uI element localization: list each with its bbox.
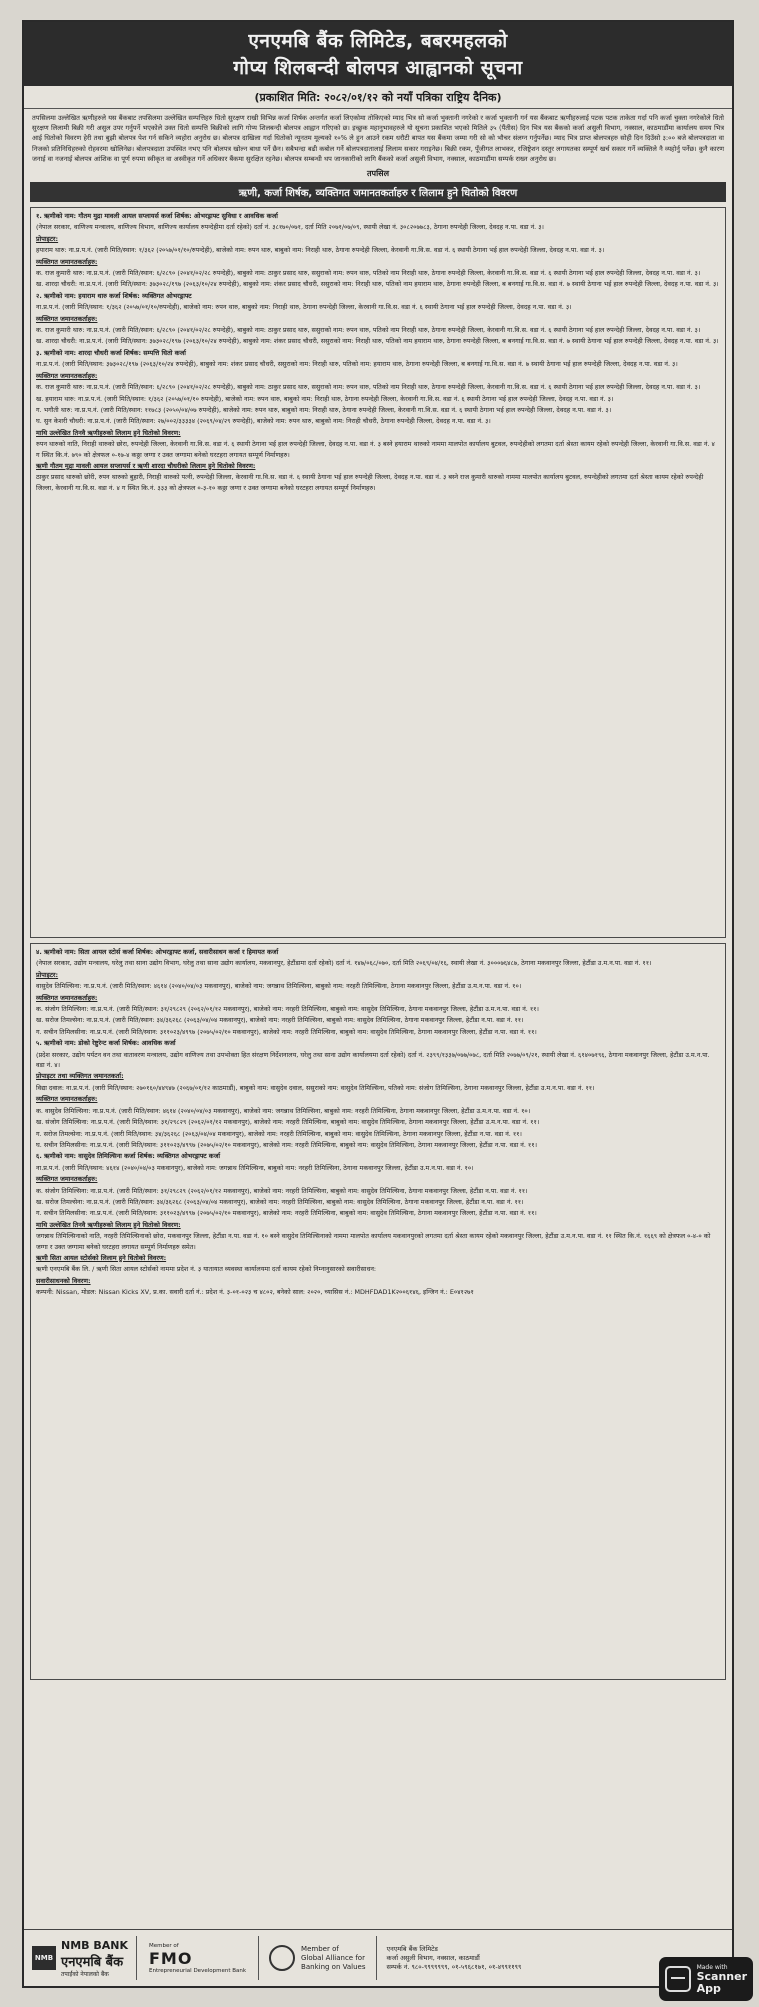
borrower-heading: ४. ऋणीको नाम: सिता आयल स्टोर्स कर्जा शिर्षक: ओभरड्राफ्ट कर्जा, सवारीसाधन कर्जा र हिमायत कर्जा: [36, 948, 279, 957]
gabv-line1: Global Alliance for: [301, 1953, 365, 1962]
scanner-icon: [665, 1966, 691, 1992]
detail-line: ग. भगौती थारु: ना.प्र.प.नं. (जारी मिति/स्थान: ११७८३ (२०५०/०४/०७ रुपन्देही), बाजेको नाम: रुपन थारु, बाबुको नाम: निराही थारु, ठेगाना रुपन्देही जिल्ला, केरवानी गा.वि.स. वडा नं. ६ स्थायी ठेगाना भई हाल रुपन्देही जिल्ला, देवदह न.पा. वडा नं. ३।: [36, 405, 612, 414]
subheading: माथि उल्लेखित तिनवै ऋणीहरुको लिलाम हुने धितोको विवरण:: [36, 428, 181, 437]
borrower-heading: १. ऋणीको नाम: गौतम मुद्रा मावली आयल सप्लायर्स कर्जा शिर्षक: ओभरड्राफ्ट सुविधा र आवधिक कर्जा: [36, 212, 278, 221]
detail-line: ठाकुर प्रसाद थारुको छोरी, रुपन थारुको बुहारी, निराही थारुको पत्नी, रुपन्देही जिल्ला, केरवानी गा.वि.स. वडा नं. ६ स्थायी ठेगाना भई हाल रुपन्देही जिल्ला, देवदह न.पा. वडा नं. ३ बस्ने राज कुमारी थारुको नाममा मालपोत कार्यालय बुटवल, रुपन्देहीको लगतमा दर्ता श्रेस्ता कायम रहेको रुपन्देही जिल्ला, केरवानी गा.वि.स. वडा नं. ४ ग स्थित कि.नं. ३३३ को क्षेत्रफल ०-३-१० कठ्ठा जग्गा र उक्त जग्गामा बनेको घरटहरा लगायत सम्पूर्ण निर्माणहरु।: [36, 473, 704, 492]
borrower-section-1: [30, 207, 726, 938]
subheading: व्यक्तिगत जमानतकर्ताहरु:: [36, 314, 98, 323]
detail-line: ख. सरोज तिमल्सेना: ना.प्र.प.नं. (जारी मिति/स्थान: ३४/३६२६८ (२०६३/०४/०४ मकवानपुर), बाजेको नाम: नरहरी तिमिल्सिना, बाबुको नाम: वासुदेव तिमिल्सिना, ठेगाना मकवानपुर जिल्ला, हेटौंडा न.पा. वडा नं. ११।: [36, 1016, 524, 1025]
footer: [24, 1929, 732, 1986]
contact-line3: सम्पर्क नं. ९८०-९९९९९९९, ०१-५९६८१७१, ०१-४९९११९९: [386, 1962, 522, 1971]
detail-line: क. राज कुमारी थारु: ना.प्र.प.नं. (जारी मिति/स्थान: ६/२८९० (२०४१/०२/२८ रुपन्देही), बाबुको नाम: ठाकुर प्रसाद थारु, ससुराको नाम: रुपन थारु, पतिको नाम निराही थारु, ठेगाना रुपन्देही जिल्ला, केरवानी गा.वि.स. वडा नं. ६ स्थायी ठेगाना भई हाल रुपन्देही जिल्ला, देवदह न.पा. वडा नं. ३।: [36, 383, 701, 392]
intro-paragraph: तपसिलमा उल्लेखित ऋणीहरुले यस बैंकबाट तपसिलमा उल्लेखित सम्पत्तिहरु धितो सुरक्षण राखी विभिन्न कर्जा शिर्षक अन्तर्गत कर्जा लिएकोमा तोकिएको म्याद भित्र सो कर्जा भुक्तानी नगरेको र कर्जा भुक्तानी गर्न यस बैंकबाट ऋणीहरुलाई पटक पटक ताकेता गर्दा पनि कर्जा चुक्ता नगरेकोले धितो सुरक्षण लिलामी बिक्री गरी असुल उपर गर्नुपर्ने भएकोले उक्त धितो सम्पत्ति बिक्रीको लागि गोप्य शिलबन्दी बोलपत्र आह्वान गरिएको छ। इच्छुक महानुभावहरुले यो सूचना प्रकाशित भएको मितिले ३५ (पैंतीस) दिन भित्र यस बैंकको कर्जा असुली विभाग, नक्साल, काठमाडौंमा कार्यालय समय भित्र आई धितोको विवरण हेरी तथा बुझी बोलपत्र पेश गर्न सकिने व्यहोरा अनुरोध छ। बोलपत्र दाखिला गर्दा धितोको न्यूनतम मूल्यको १०% ले हुन आउने रकम धरौटी बापत यस बैंकमा जम्मा गरी सो को भौचर संलग्न गर्नुपर्नेछ। म्याद भित्र प्राप्त बोलपत्रहरु सोही दिन दिउँसो ३:०० बजे बोलपत्रदाता वा निजको प्रतिनिधिहरुको रोहवरमा खोलिनेछ। बोलपत्रदाता उपस्थित नभए पनि बोलपत्र खोल्न बाधा पर्ने छैन। सबैभन्दा बढी कबोल गर्ने बोलपत्रदातालाई लिलाम सकार गराइनेछ। बिक्री रकम, पूँजीगत लाभकर, रजिष्ट्रेशन दस्तुर लगायतका सम्पूर्ण खर्च सकार गर्ने व्यक्तिले नै व्यहोर्नु पर्नेछ। कुनै कारण जनाई वा नजनाई बोलपत्र आंशिक वा पूर्ण रुपमा स्वीकृत वा अस्वीकृत गर्ने अधिकार बैंकमा सुरक्षित रहनेछ। बोलपत्र सम्बन्धी थप जानकारीको लागि बैंकको कर्जा असुली विभाग, नक्साल, काठमाडौंमा सम्पर्क राख्न अनुरोध छ।: [32, 114, 724, 163]
tapsil-heading: तपसिल: [366, 169, 389, 179]
nmb-logo-icon: NMB: [32, 1946, 56, 1970]
subheading: ऋणी सिता आयल स्टोर्सको लिलाम हुने धितोको विवरण:: [36, 1253, 167, 1262]
detail-line: ना.प्र.प.नं. (जारी मिति/स्थान: ३७३०२८/१९७ (२०६३/१०/२४ रुपन्देही), बाबुको नाम: शंकर प्रसाद चौधरी, ससुराको नाम: निराही थारु, पतिको नाम: हयाराम थारु, ठेगाना रुपन्देही जिल्ला, ब बनगाई गा.वि.स. वडा नं. ७ स्थायी ठेगाना भई हाल रुपन्देही जिल्ला, देवदह न.पा. वडा नं. ३।: [36, 360, 678, 369]
subheading: व्यक्तिगत जमानतकर्ताहरु:: [36, 993, 98, 1002]
notice-title-line2: गोप्य शिलबन्दी बोलपत्र आह्वानको सूचना: [233, 57, 523, 79]
detail-line: जगन्नाथ तिमिल्सिनाको नाति, नरहरी तिमिल्सिनाको छोरा, मकवानपुर जिल्ला, हेटौंडा न.पा. वडा नं. १० बस्ने वासुदेव तिमिल्सिनाको नाममा मालपोत कार्यालय मकवानपुरको लगतमा दर्ता श्रेस्ता कायम रहेको मकवानपुर जिल्ला, हेटौंडा उ.म.न.पा. वडा नं. ११ स्थित कि.नं. १६६९ को क्षेत्रफल ०-४-० को जग्गा र उक्त जग्गामा बनेको घरटहरा लगायत सम्पूर्ण निर्माणहरु समेत।: [36, 1232, 711, 1251]
subheading: प्रोपाइटर:: [36, 234, 59, 243]
detail-line: (नेपाल सरकार, वाणिज्य मन्त्रालय, वाणिज्य विभाग, वाणिज्य कार्यालय रुपन्देहीमा दर्ता रहेको) दर्ता नं. ३८१७०/०७१, दर्ता मिति २०७१/०७/०९, स्थायी लेखा नं. ३०८२०७७८३, ठेगाना रुपन्देही जिल्ला, देवदह न.पा. वडा नं. ३।: [36, 223, 544, 232]
fmo-subtitle: Entrepreneurial Development Bank: [149, 1967, 247, 1974]
detail-line: ग. सचीन तिमिलसीना: ना.प्र.प.नं. (जारी मिति/स्थान: ३११०२३/४९९७ (२०७५/०२/१० मकवानपुर), बाजेको नाम: नरहरी तिमिल्सिना, बाबुको नाम: वासुदेव तिमिल्सिना, ठेगाना मकवानपुर जिल्ला, हेटौंडा न.पा. वडा नं. ११।: [36, 1209, 537, 1218]
fmo-name: FMO: [149, 1948, 193, 1968]
subheading: व्यक्तिगत जमानतकर्ताहरु:: [36, 257, 98, 266]
contact-line1: एनएमबि बैंक लिमिटेड: [386, 1944, 438, 1953]
gabv-line2: Banking on Values: [301, 1962, 366, 1971]
detail-line: ख. हयाराम थारु: ना.प्र.प.नं. (जारी मिति/स्थान: १/३६२ (२०५७/०१/१० रुपन्देही), बाजेको नाम: रुपन थारु, बाबुको नाम: निराही थारु, ठेगाना रुपन्देही जिल्ला, केरवानी गा.वि.स. वडा नं. ६ स्थायी ठेगाना भई हाल रुपन्देही जिल्ला, देवदह न.पा. वडा नं. ३।: [36, 394, 614, 403]
borrower-heading: ३. ऋणीको नाम: शारदा चौधरी कर्जा शिर्षक: सम्पत्ति धितो कर्जा: [36, 348, 186, 357]
nmb-tagline: तपाईंको नेपालको बैंक: [61, 1970, 109, 1978]
detail-header: ऋणी, कर्जा शिर्षक, व्यक्तिगत जमानतकर्ताहरु र लिलाम हुने धितोको विवरण: [30, 182, 726, 202]
subheading: ऋणी गौतम मुद्रा मावली आयल सप्लायर्स र ऋणी शारदा चौधरीको लिलाम हुने धितोको विवरण:: [36, 461, 256, 470]
subheading: व्यक्तिगत जमानतकर्ताहरु:: [36, 371, 98, 380]
detail-line: ना.प्र.प.नं. (जारी मिति/स्थान: ४६१४ (२०४०/०४/०३ मकवानपुर), बाजेको नाम: जगन्नाथ तिमिल्सिना, बाबुको नाम: नरहरी तिमिल्सिना, ठेगाना मकवानपुर जिल्ला, हेटौंडा उ.म.न.पा. वडा नं. १०।: [36, 1163, 474, 1172]
detail-line: ख. शारदा चौधरी: ना.प्र.प.नं. (जारी मिति/स्थान: ३७३०२८/१९७ (२०६३/१०/२४ रुपन्देही), बाबुको नाम: शंकर प्रसाद चौधरी, ससुराको नाम: निराही थारु, पतिको नाम हयाराम थारु, ठेगाना रुपन्देही जिल्ला, ब बनगाई गा.वि.स. वडा नं. ७ स्थायी ठेगाना भई हाल रुपन्देही जिल्ला, देवदह न.पा. वडा नं. ३।: [36, 280, 719, 289]
notice-page: [22, 20, 734, 1988]
borrower-heading: ६. ऋणीको नाम: वासुदेव तिमिल्सिना कर्जा शिर्षक: व्यक्तिगत ओभरड्राफ्ट कर्जा: [36, 1152, 221, 1161]
detail-line: घ. सचीन तिमिलसीना: ना.प्र.प.नं. (जारी मिति/स्थान: ३११०२३/४९९७ (२०७५/०२/१० मकवानपुर), बाजेको नाम: नरहरी तिमिल्सिना, बाबुको नाम: वासुदेव तिमिल्सिना, ठेगाना मकवानपुर जिल्ला, हेटौंडा न.पा. वडा नं. ११।: [36, 1140, 537, 1149]
detail-line: ग. सरोज तिमल्सेना: ना.प्र.प.नं. (जारी मिति/स्थान: ३४/३६२६८ (२०६३/०४/०४ मकवानपुर), बाजेको नाम: नरहरी तिमिल्सिना, बाबुको नाम: वासुदेव तिमिल्सिना, ठेगाना मकवानपुर जिल्ला, हेटौंडा न.पा. वडा नं. ११।: [36, 1129, 522, 1138]
detail-line: ख. संजोग तिमिल्सिना: ना.प्र.प.नं. (जारी मिति/स्थान: ३१/२९८२९ (२०६२/०१/१२ मकवानपुर), बाजेको नाम: नरहरी तिमिल्सिना, बाबुको नाम: वासुदेव तिमिल्सिना, ठेगाना मकवानपुर जिल्ला, हेटौंडा उ.म.न.पा. वडा नं. ११।: [36, 1118, 540, 1127]
detail-line: कम्पनी: Nissan, मोडल: Nissan Kicks XV, प्र.का. सवारी दर्ता नं.: प्रदेश नं. ३-०१-०२३ च ४८०२, बनेको साल: २०२०, च्यासिस नं.: MDHFDAD1K२००६१४६, इन्जिन नं.: E०४१२७१: [36, 1288, 474, 1297]
fmo-logo: [137, 1936, 259, 1980]
detail-line: रुपन थारुको नाति, निराही थारुको छोरा, रुपन्देही जिल्ला, केरवानी गा.वि.स. वडा नं. ६ स्थायी ठेगाना भई हाल रुपन्देही जिल्ला, देवदह न.पा. वडा नं. ३ बस्ने हयाराम थारुको नाममा मालपोत कार्यालय बुटवल, रुपन्देहीको लगतमा दर्ता श्रेस्ता कायम रहेको रुपन्देही जिल्ला, केरवानी गा.वि.स. वडा नं. ४ ग स्थित कि.नं. ७९० को क्षेत्रफल ०-१७-४ कठ्ठा जग्गा र उक्त जग्गामा बनेको घरटहरा लगायत सम्पूर्ण निर्माणहरु।: [36, 440, 715, 459]
borrower-heading: २. ऋणीको नाम: हयाराम थारु कर्जा शिर्षक: व्यक्तिगत ओभरड्राफ्ट: [36, 291, 192, 300]
detail-line: क. राज कुमारी थारु: ना.प्र.प.नं. (जारी मिति/स्थान: ६/२८९० (२०४१/०२/२८ रुपन्देही), बाबुको नाम: ठाकुर प्रसाद थारु, ससुराको नाम: रुपन थारु, पतिको नाम निराही थारु, ठेगाना रुपन्देही जिल्ला, केरवानी गा.वि.स. वडा नं. ६ स्थायी ठेगाना भई हाल रुपन्देही जिल्ला, देवदह न.पा. वडा नं. ३।: [36, 269, 701, 278]
scanner-made-with: Made with: [696, 1963, 728, 1971]
publication-date: (प्रकाशित मिति: २०८२/०१/१२ को नयाँ पत्रिका राष्ट्रिय दैनिक): [24, 86, 732, 109]
detail-line: घ. सुन केशरी चौधरी: ना.प्र.प.नं. (जारी मिति/स्थान: २७/००२/३३३३४ (२०६९/०४/२९ रुपन्देही), बाजेको नाम: रुपन थारु, बाबुको नाम: निराही चौधरी, ठेगाना रुपन्देही जिल्ला, देवदह न.पा. वडा नं. ३।: [36, 417, 491, 426]
gabv-member: Member of: [301, 1944, 339, 1953]
detail-line: ख. सरोज तिमल्सेना: ना.प्र.प.नं. (जारी मिति/स्थान: ३४/३६२६८ (२०६३/०४/०४ मकवानपुर), बाजेको नाम: नरहरी तिमिल्सिना, बाबुको नाम: वासुदेव तिमिल्सिना, ठेगाना मकवानपुर जिल्ला, हेटौंडा न.पा. वडा नं. ११।: [36, 1197, 524, 1206]
subheading: व्यक्तिगत जमानतकर्ताहरु:: [36, 1095, 98, 1104]
notice-title-line1: एनएमबि बैंक लिमिटेड, बबरमहलको: [248, 30, 508, 52]
detail-line: ऋणी एनएमबि बैंक लि. / ऋणी सिता आयल स्टोर्सको नाममा प्रदेश नं. ३ यातायात व्यवस्था कार्यालयमा दर्ता कायम रहेको निम्नानुसारको सवारीसाधन:: [36, 1265, 377, 1274]
borrower-section-2: [30, 943, 726, 1680]
nmb-logo: [24, 1936, 137, 1980]
detail-line: क. राज कुमारी थारु: ना.प्र.प.नं. (जारी मिति/स्थान: ६/२८९० (२०४१/०२/२८ रुपन्देही), बाबुको नाम: ठाकुर प्रसाद थारु, ससुराको नाम: रुपन थारु, पतिको नाम निराही थारु, ठेगाना रुपन्देही जिल्ला, केरवानी गा.वि.स. वडा नं. ६ स्थायी ठेगाना भई हाल रुपन्देही जिल्ला, देवदह न.पा. वडा नं. ३।: [36, 326, 701, 335]
detail-line: विद्या दवाल: ना.प्र.प.नं. (जारी मिति/स्थान: २७०१६०/४४९४७ (२०६७/०१/१२ काठमाडौं), बाबुको नाम: वासुदेव दवाल, ससुराको नाम: वासुदेव तिमिल्सिना, पतिको नाम: संजोग तिमिल्सिना, ठेगाना मकवानपुर जिल्ला, हेटौंडा उ.म.न.पा. वडा नं. ११।: [36, 1083, 595, 1092]
detail-line: हयाराम थारु: ना.प्र.प.नं. (जारी मिति/स्थान: १/३६२ (२०५७/०१/१०/रुपन्देही), बाजेको नाम: रुपन थारु, बाबुको नाम: निराही थारु, ठेगाना रुपन्देही जिल्ला, केरवानी गा.वि.स. वडा नं. ६ स्थायी ठेगाना भई हाल रुपन्देही जिल्ला, देवदह न.पा. वडा नं. ३।: [36, 246, 605, 255]
detail-line: ग. सचीन तिमिलसीना: ना.प्र.प.नं. (जारी मिति/स्थान: ३११०२३/४९९७ (२०७५/०२/१० मकवानपुर), बाजेको नाम: नरहरी तिमिल्सिना, बाबुको नाम: वासुदेव तिमिल्सिना, ठेगाना मकवानपुर जिल्ला, हेटौंडा न.पा. वडा नं. ११।: [36, 1027, 537, 1036]
detail-line: क. संजोग तिमिल्सिना: ना.प्र.प.नं. (जारी मिति/स्थान: ३१/२९८२९ (२०६२/०१/१२ मकवानपुर), बाजेको नाम: नरहरी तिमिल्सिना, बाबुको नाम: वासुदेव तिमिल्सिना, ठेगाना मकवानपुर जिल्ला, हेटौंडा उ.म.न.पा. वडा नं. ११।: [36, 1005, 539, 1014]
subheading: प्रोपाइटर तथा व्यक्तिगत जमानतकर्ता:: [36, 1072, 124, 1081]
gabv-circle-icon: [269, 1945, 295, 1971]
detail-line: क. संजोग तिमिल्सिना: ना.प्र.प.नं. (जारी मिति/स्थान: ३१/२९८२९ (२०६२/०१/१२ मकवानपुर), बाजेको नाम: नरहरी तिमिल्सिना, बाबुको नाम: वासुदेव तिमिल्सिना, ठेगाना मकवानपुर जिल्ला, हेटौंडा न.पा. वडा नं. ११।: [36, 1186, 528, 1195]
nmb-name-np: एनएमबि बैंक: [61, 1954, 124, 1970]
contact-line2: कर्जा असुली विभाग, नक्साल, काठमाडौं: [386, 1953, 480, 1962]
detail-line: (प्रदेश सरकार, उद्योग पर्यटन वन तथा वातावरण मन्त्रालय, उद्योग वाणिज्य तथा उपभोक्ता हित संरक्षण निर्देशनालय, घरेलु तथा साना उद्योग कार्यालयमा दर्ता रहेको) दर्ता नं. २३९९/१३३७/०७७/०७८, दर्ता मिति २०७७/०९/२१, स्थायी लेखा नं. ६१४०७१९६, ठेगाना मकवानपुर जिल्ला, हेटौंडा उ.म.न.पा. वडा नं. ४।: [36, 1050, 710, 1070]
scanner-app-watermark: [659, 1957, 753, 2001]
subheading: माथि उल्लेखित तिनवै ऋणीहरुको लिलाम हुने धितोको विवरण:: [36, 1220, 181, 1229]
detail-line: ना.प्र.प.नं. (जारी मिति/स्थान: १/३६२ (२०५७/०१/१०/रुपन्देही), बाजेको नाम: रुपन थारु, बाबुको नाम: निराही थारु, ठेगाना रुपन्देही जिल्ला, केरवानी गा.वि.स. वडा नं. ६ स्थायी ठेगाना भई हाल रुपन्देही जिल्ला, देवदह न.पा. वडा नं. ३।: [36, 303, 572, 312]
detail-line: (नेपाल सरकार, उद्योग मन्त्रालय, घरेलु तथा साना उद्योग विभाग, घरेलु तथा साना उद्योग कार्यालय, मकवानपुर, हेटौंडामा दर्ता रहेको) दर्ता नं. १४७/०६८/०७०, दर्ता मिति २०६९/०४/१६, स्थायी लेखा नं. ३०००७६४८७, ठेगाना मकवानपुर जिल्ला, हेटौंडा उ.म.न.पा. वडा नं. ११।: [36, 959, 652, 968]
borrower-heading: ५. ऋणीको नाम: डोको रेष्टुरेन्ट कर्जा शिर्षक: आवधिक कर्जा: [36, 1039, 176, 1048]
detail-line: ख. शारदा चौधरी: ना.प्र.प.नं. (जारी मिति/स्थान: ३७३०२८/१९७ (२०६३/१०/२४ रुपन्देही), बाबुको नाम: शंकर प्रसाद चौधरी, ससुराको नाम: निराही थारु, पतिको नाम हयाराम थारु, ठेगाना रुपन्देही जिल्ला, ब बनगाई गा.वि.स. वडा नं. ७ स्थायी ठेगाना भई हाल रुपन्देही जिल्ला, देवदह न.पा. वडा नं. ३।: [36, 337, 719, 346]
scanner-word: Scanner: [696, 1969, 747, 1983]
detail-line: क. वासुदेव तिमिल्सिना: ना.प्र.प.नं. (जारी मिति/स्थान: ४६१४ (२०४०/०४/०३ मकवानपुर), बाजेको नाम: जगन्नाथ तिमिल्सिना, बाबुको नाम: नरहरी तिमिल्सिना, ठेगाना मकवानपुर जिल्ला, हेटौंडा उ.म.न.पा. वडा नं. १०।: [36, 1106, 531, 1115]
subheading: सवारीसाधनको विवरण:: [36, 1276, 91, 1285]
detail-line: वासुदेव तिमिल्सिना: ना.प्र.प.नं. (जारी मिति/स्थान: ४६१४ (२०४०/०४/०३ मकवानपुर), बाजेको नाम: जगन्नाथ तिमिल्सिना, बाबुको नाम: नरहरी तिमिल्सिना, ठेगाना मकवानपुर जिल्ला, हेटौंडा उ.म.न.पा. वडा नं. १०।: [36, 982, 522, 991]
subheading: प्रोपाइटर:: [36, 970, 59, 979]
gabv-logo: [259, 1936, 376, 1980]
scanner-app-word: App: [696, 1981, 721, 1995]
notice-title-box: [24, 22, 732, 86]
subheading: व्यक्तिगत जमानतकर्ताहरु:: [36, 1175, 98, 1184]
fmo-member: Member of: [149, 1942, 179, 1949]
nmb-name-en: NMB BANK: [61, 1938, 128, 1952]
